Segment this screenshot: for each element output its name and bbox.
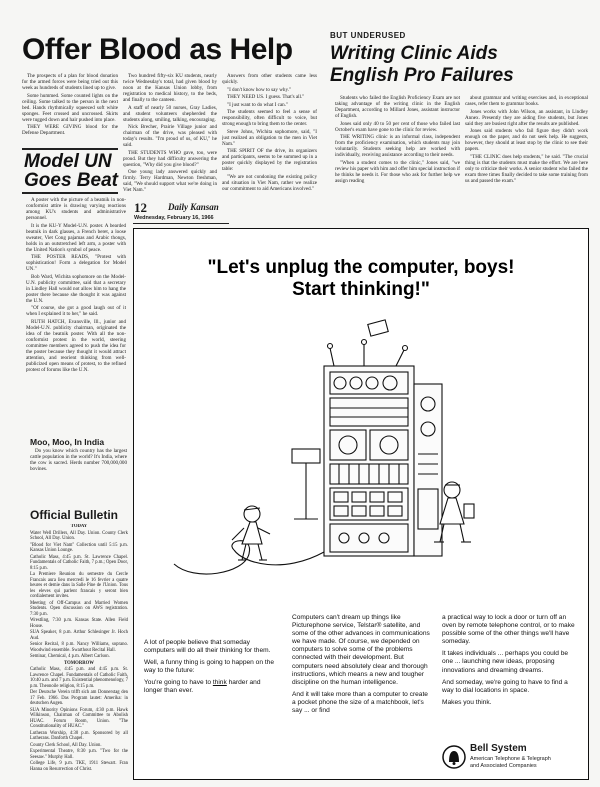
bell-logo-line1: American Telephone & Telegraph [470,756,551,762]
ad-copy-col2: Computers can't dream up things like Picturephone service, Telstar® satellite, and some of the other advances in communications we have made. Of course, we depended on computers to solve some of the problems connected with their development. But computers need absolutely clear and thorough instructions, which means a new and tougher discipline on the human intelligence. And it will take more than a computer to create a pocket phone the size of a matchbook, let's say ... or find [292,614,430,715]
model-un-headline: Model UN Goes Beat [24,151,118,191]
model-un-box-bottom [22,192,118,194]
bulletin-list: TODAY Water Well Drillers, All Day. Union. County Clerk School, All Day. Union. "Blood for Viet Nam" Collection until 5:15 p.m. Kansas Union Lounge. Catholic Mass, 4:45 p.m. St. Lawrence Chapel. Fundamentals of Catholic Faith, 7 p.m.; Open Door, 8:15 p.m. La Premiere Reunion du semestre du Cercle Francais aura lieu mercredi le 16 fevrier a quatre heures et demie dans la Salle Pine de l'Union. Tous les eleves qui parlent francais y seront bien cordialement invites. Meeting of Off-Campus and Married Women Students. Open discussion on AWS registration. 7:30 p.m. Wrestling, 7:30 p.m. Kansas State. Allen Field House. SUA Speaker, 8 p.m. Arthur Schlesinger Jr. Hoch Aud. Senior Recital, 8 p.m. Nancy Williams, soprano. Woodwind ensemble. Swarthout Recital Hall. Seminar, Chemical, 4 p.m. Albert Carlson. TOMORROW Catholic Mass, 4:45 p.m. and 4:45 p.m. St. Lawrence Chapel. Fundamentals of Catholic Faith, 10:40 a.m. and 7 p.m. Existential phenomenology, 7 p.m. Theonoile religion, 8:15 p.m. Der Deutsche Verein trifft sich am Donnerstag den 17 Feb. 1966. Das Program lautet: Amerika: in deutschen Augen. SUA Minority Opinions Forum, 4:30 p.m. Hawk Wilkinson, Chairman of Committee to Abolish HUAC. Forum Room, Union. "The Constitutionality of HUAC." Lutheran Worship, 4:30 p.m. Sponsored by all Lutherans. Danforth Chapel. County Clerk School, All Day. Union. Experimental Theatre, 8:30 p.m. "Two for the Seesaw." Murphy Hall. College Life, 9 p.m. TKE, 1911 Stewart. Fran Hanna on Resurrection of Christ. [30,524,128,772]
ad-underlined-think: think [212,679,227,687]
writing-headline: Writing Clinic Aids English Pro Failures [330,43,514,86]
bell-logo-line2: and Associated Companies [470,763,537,769]
paper-name: Daily Kansan [168,202,219,212]
writing-kicker: BUT UNDERUSED [330,31,406,40]
blood-story-col2: Two hundred fifty-six KU students, nearly twice Wednesday's total, had given blood by noon at the Kansas Union lobby, from registration to medical history, to the beds, and finally to the canteen. A staff of nearly 50 nurses, Gray Ladies, and student volunteers shepherded the students along, smiling, talking, encouraging. Nick Brecher, Prairie Village junior and chairman of the drive, was pleased with today's results. "I'm proud of us, of KU," he said. THE STUDENTS WHO gave, too, were proud. But they had difficulty answering the question, "Why did you give blood?" One young lady answered quickly and firmly. Terry Hardman, Newton freshman, said, "We should support what we're doing in Viet Nam." [123,73,217,193]
computer-cartoon-illustration [134,314,588,614]
writing-story-col2: about grammar and writing exercises and, in exceptional cases, refer them to grammar books. Jones works with John Wilson, an assistant, in Lindley Annex. Presently they are aiding five students, but Jones said they are busiest right after the results are published. Jones said students who fail figure they didn't work enough on the paper, and do not seek help. He suggests, however, they should at least stop by the clinic to see their papers. "THE CLINIC does help students," he said. "The crucial thing is that the students must make the effort. We are here only to criticize their works. A senior student who failed the exam three times finally decided to take some training from us and passed the exam." [465,95,588,184]
blood-story-col3: Answers from other students came less quickly. "I don't know how to say why." THEY NEED US. I guess. That's all." "I just want to do what I can." The students seemed to feel a sense of responsibility, often difficult to voice, but strong enough to bring them to the center. Steve Johns, Wichita sophomore, said, "I just realized an obligation to the men in Viet Nam." THE SPIRIT OF the drive, its organizers and participants, seems to be summed up in a poster quickly displayed by the registration table: "We are not condoning the existing policy and situation in Viet Nam, rather we realize our commitment to aid Americans involved." [222,73,317,192]
masthead-rule [133,223,229,224]
model-un-box-top [22,148,118,150]
ad-headline: "Let's unplug the computer, boys! Start thinking!" [207,257,515,300]
ad-copy-col1: A lot of people believe that someday computers will do all their thinking for them. Well, a funny thing is going to happen on the way to the future: You're going to have to think harder and longer than ever. [144,639,275,695]
bell-advertisement [133,228,589,780]
page-number: 12 [134,200,147,215]
model-un-story: A poster with the picture of a beatnik in non-conformist attire is drawing varying reactions among KU's students and administrative personnel. It is the KU-Y Model-U.N. poster. A bearded beatnik in dark glasses, a French beret, a loose sweater, Viet Cong pajamas and Arabic thongs, holds in an outstretched left arm, a poster with the United Nation's symbol of peace. THE POSTER READS, "Protest with sophistication! Form a delegation for Model UN." Bob Ward, Wichita sophomore on the Model-U.N. publicity committee, said that a secretary in Lindley Hall would not allow him to hang the poster there because she thought it was against the U.N. "Of course, she got a good laugh out of it when I explained it to her," he said. RUTH HATCH, Evansville, Ill., junior and Model-U.N. publicity chairman, originated the idea of the beatnik poster. With all the non-conformist protest in the world, steering committee members agreed to push the idea for the poster because they thought it would attract attention, and reorient thinking from well-publicized open means of protest, to the refined protest of forums like the U.N. [26,197,126,373]
moo-headline: Moo, Moo, In India [30,437,105,447]
writing-story-col1: Students who failed the English Proficiency Exam are not taking advantage of the writing clinic in the English Department, according to Millard Jones, assistant instructor of English. Jones said only 40 to 50 per cent of those who failed last October's exam have gone to the clinic for review. THE WRITING clinic is an informal class, independent from the proficiency examination, which students may join voluntarily. Students seeking help are worked with individually, receiving assistance according to their needs. "When a student comes to the clinic," Jones said, "we review his paper with him and offer him special instruction if he thinks he needs it. For those who ask for further help we assign reading [335,95,460,184]
bulletin-headline: Official Bulletin [30,508,119,522]
blood-story-col1: The prospects of a plan for blood donation for the armed forces were being tried out this week as hundreds of students lined up to give. Some hummed. Some counted lights on the ceiling. Some talked to the person in the next bed. Hands rhythmically squeezed soft white sponges. Feet crossed and uncrossed. Skirts were tugged down and hair pushed into place. THEY WERE GIVING blood for the Defense Department. [22,73,118,136]
blood-headline: Offer Blood as Help [22,33,293,66]
ad-copy-col3: a practical way to lock a door or turn off an oven by remote telephone control, or to make possible some of the other things we'll have someday. It takes individuals ... perhaps you could be one ... launching new ideas, proposing innovations and dreaming dreams. And someday, we're going to have to find a way to dial locations in space. Makes you think. [442,614,575,706]
bell-logo-name: Bell System [470,743,527,754]
moo-story: Do you know which country has the largest cattle population in the world? It's India, where the cow is sacred. Herds number 700,000,000 bovines. [30,448,127,472]
bell-logo-icon [442,745,466,769]
masthead-date: Wednesday, February 16, 1966 [134,215,214,221]
